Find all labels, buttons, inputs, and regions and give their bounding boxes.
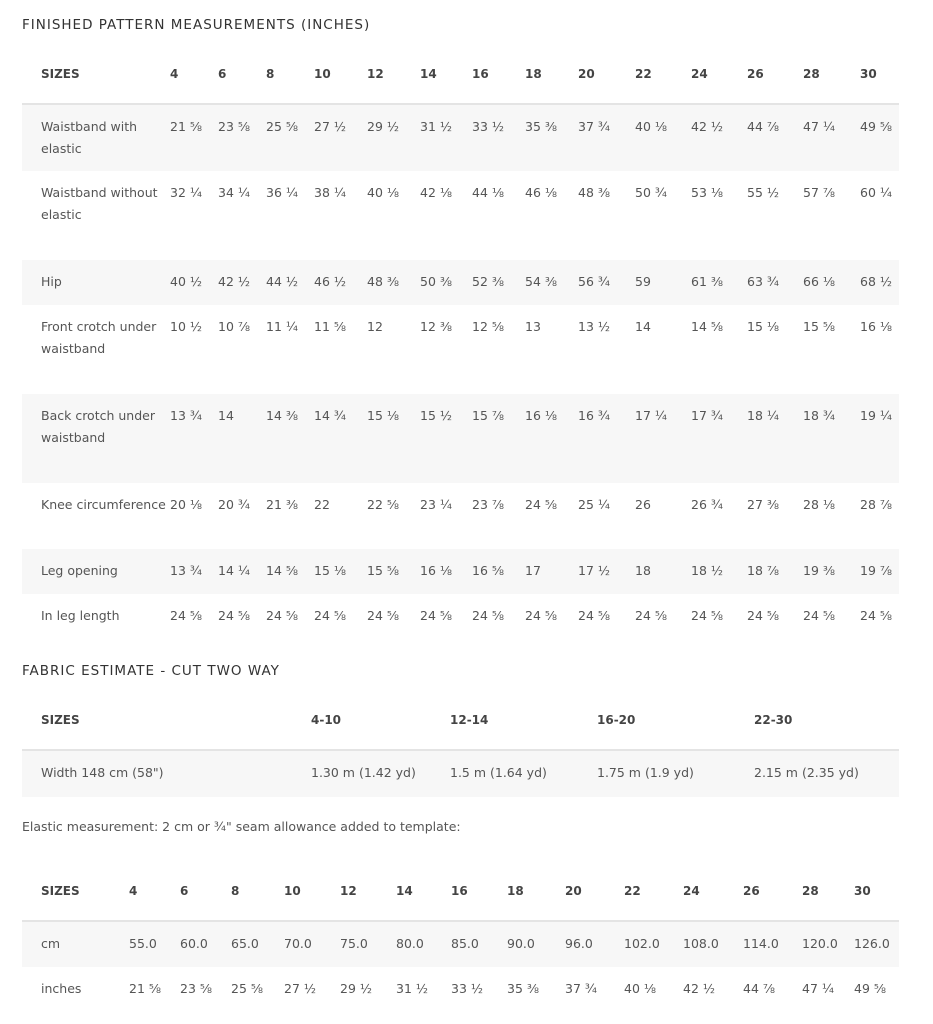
size-header: 28 bbox=[799, 45, 856, 104]
sizes-header: SIZES bbox=[22, 45, 166, 104]
table-cell: 17 ¼ bbox=[631, 394, 687, 483]
table-cell: 27 ½ bbox=[310, 104, 363, 171]
table-cell: 96.0 bbox=[561, 921, 620, 967]
table-cell: 53 ⅛ bbox=[691, 185, 723, 200]
table-cell: 1.5 m (1.64 yd) bbox=[446, 750, 593, 797]
table-cell: 25 ⅝ bbox=[231, 981, 263, 996]
table-cell: 60.0 bbox=[176, 921, 227, 967]
table-cell: 11 ¼ bbox=[266, 319, 298, 334]
table-cell: 13 ¾ bbox=[166, 549, 214, 594]
table-cell: 40 ½ bbox=[166, 260, 214, 305]
size-header: 30 bbox=[850, 862, 899, 921]
table-cell: 48 ⅜ bbox=[578, 185, 610, 200]
table-cell: 19 ⅜ bbox=[799, 549, 856, 594]
table-cell: 19 ¼ bbox=[856, 394, 899, 483]
table-cell: 29 ½ bbox=[363, 104, 416, 171]
table-cell: 59 bbox=[631, 260, 687, 305]
table-cell: 42 ½ bbox=[214, 260, 262, 305]
size-header: 16 bbox=[447, 862, 503, 921]
table-cell: 44 ½ bbox=[262, 260, 310, 305]
table-cell: 75.0 bbox=[336, 921, 392, 967]
size-header: 30 bbox=[856, 45, 899, 104]
table-cell: 42 ⅛ bbox=[420, 185, 452, 200]
table-cell: 1.30 m (1.42 yd) bbox=[307, 750, 446, 797]
elastic-body bbox=[22, 921, 899, 1012]
table-cell: 24 ⅝ bbox=[266, 608, 298, 623]
table-cell: 27 ⅜ bbox=[747, 497, 779, 512]
elastic-table bbox=[22, 862, 899, 1012]
table-cell: 15 ⅞ bbox=[468, 394, 521, 483]
table-cell: 35 ⅜ bbox=[507, 981, 539, 996]
size-header: 4-10 bbox=[307, 691, 446, 750]
table-cell: 24 ⅝ bbox=[803, 608, 835, 623]
table-cell: 18 ½ bbox=[687, 549, 743, 594]
row-label: Leg opening bbox=[22, 549, 166, 594]
table-cell: 120.0 bbox=[798, 921, 850, 967]
table-cell: 23 ¼ bbox=[420, 497, 452, 512]
table-cell: 49 ⅝ bbox=[854, 981, 886, 996]
table-row bbox=[22, 549, 899, 594]
table-cell: 22 ⅝ bbox=[367, 497, 399, 512]
table-cell: 33 ½ bbox=[451, 981, 483, 996]
table-cell: 46 ½ bbox=[310, 260, 363, 305]
table-cell: 15 ⅛ bbox=[363, 394, 416, 483]
table-cell: 21 ⅜ bbox=[266, 497, 298, 512]
size-header: 12-14 bbox=[446, 691, 593, 750]
table-cell: 29 ½ bbox=[340, 981, 372, 996]
size-header: 20 bbox=[574, 45, 631, 104]
sizes-header: SIZES bbox=[22, 691, 307, 750]
fabric-table bbox=[22, 691, 899, 797]
table-cell: 19 ⅞ bbox=[856, 549, 899, 594]
table-cell: 23 ⅞ bbox=[472, 497, 504, 512]
table-cell: 15 ½ bbox=[416, 394, 468, 483]
table-cell: 35 ⅜ bbox=[521, 104, 574, 171]
table-cell: 80.0 bbox=[392, 921, 447, 967]
table-cell: 28 ⅛ bbox=[803, 497, 835, 512]
table-cell: 44 ⅞ bbox=[743, 104, 799, 171]
table-cell: 28 ⅞ bbox=[860, 497, 892, 512]
table-cell: 61 ⅜ bbox=[687, 260, 743, 305]
table-cell: 24 ⅝ bbox=[420, 608, 452, 623]
size-header: 8 bbox=[227, 862, 280, 921]
table-cell: 25 ¼ bbox=[578, 497, 610, 512]
table-cell: 14 ⅝ bbox=[691, 319, 723, 334]
table-cell: 21 ⅝ bbox=[166, 104, 214, 171]
table-cell: 50 ¾ bbox=[635, 185, 667, 200]
table-cell: 70.0 bbox=[280, 921, 336, 967]
table-cell: 16 ⅛ bbox=[521, 394, 574, 483]
table-cell: 34 ¼ bbox=[218, 185, 250, 200]
table-cell: 49 ⅝ bbox=[856, 104, 899, 171]
table-cell: 55 ½ bbox=[747, 185, 779, 200]
size-header: 4 bbox=[125, 862, 176, 921]
table-cell: 38 ¼ bbox=[314, 185, 346, 200]
table-cell: 26 bbox=[635, 497, 651, 512]
table-cell: 20 ¾ bbox=[218, 497, 250, 512]
table-cell: 25 ⅝ bbox=[262, 104, 310, 171]
table-cell: 42 ½ bbox=[687, 104, 743, 171]
table-cell: 33 ½ bbox=[468, 104, 521, 171]
row-label: In leg length bbox=[41, 608, 120, 623]
table-cell: 90.0 bbox=[503, 921, 561, 967]
table-cell: 16 ⅛ bbox=[416, 549, 468, 594]
table-cell: 46 ⅛ bbox=[525, 185, 557, 200]
table-cell: 56 ¾ bbox=[574, 260, 631, 305]
table-cell: 14 ¼ bbox=[214, 549, 262, 594]
measurements-header-row bbox=[22, 45, 899, 104]
table-cell: 102.0 bbox=[620, 921, 679, 967]
size-header: 6 bbox=[176, 862, 227, 921]
size-header: 12 bbox=[363, 45, 416, 104]
elastic-header-row bbox=[22, 862, 899, 921]
row-label: Waistband without elastic bbox=[41, 185, 158, 222]
table-cell: 44 ⅛ bbox=[472, 185, 504, 200]
table-cell: 23 ⅝ bbox=[214, 104, 262, 171]
table-cell: 50 ⅜ bbox=[416, 260, 468, 305]
table-cell: 15 ⅝ bbox=[363, 549, 416, 594]
size-header: 22 bbox=[620, 862, 679, 921]
table-cell: 37 ¾ bbox=[565, 981, 597, 996]
table-cell: 40 ⅛ bbox=[631, 104, 687, 171]
row-label: Width 148 cm (58") bbox=[22, 750, 307, 797]
table-cell: 114.0 bbox=[739, 921, 798, 967]
table-cell: 14 ⅝ bbox=[262, 549, 310, 594]
table-cell: 44 ⅞ bbox=[743, 981, 775, 996]
row-label: Waistband with elastic bbox=[22, 104, 166, 171]
measurements-title: FINISHED PATTERN MEASUREMENTS (INCHES) bbox=[22, 17, 371, 33]
table-cell: 12 ⅜ bbox=[420, 319, 452, 334]
table-row bbox=[22, 171, 899, 260]
size-header: 18 bbox=[503, 862, 561, 921]
table-cell: 1.75 m (1.9 yd) bbox=[593, 750, 750, 797]
table-cell: 11 ⅝ bbox=[314, 319, 346, 334]
size-header: 14 bbox=[416, 45, 468, 104]
table-cell: 65.0 bbox=[227, 921, 280, 967]
size-header: 20 bbox=[561, 862, 620, 921]
table-cell: 42 ½ bbox=[683, 981, 715, 996]
table-cell: 24 ⅝ bbox=[747, 608, 779, 623]
sizes-header: SIZES bbox=[22, 862, 125, 921]
table-cell: 37 ¾ bbox=[574, 104, 631, 171]
table-cell: 32 ¼ bbox=[170, 185, 202, 200]
table-cell: 12 ⅝ bbox=[472, 319, 504, 334]
table-cell: 52 ⅜ bbox=[468, 260, 521, 305]
table-cell: 24 ⅝ bbox=[367, 608, 399, 623]
table-row bbox=[22, 305, 899, 394]
table-cell: 66 ⅛ bbox=[799, 260, 856, 305]
table-cell: 22 bbox=[314, 497, 330, 512]
fabric-title: FABRIC ESTIMATE - CUT TWO WAY bbox=[22, 663, 280, 679]
measurements-body bbox=[22, 104, 899, 639]
table-row bbox=[22, 260, 899, 305]
table-cell: 23 ⅝ bbox=[180, 981, 212, 996]
size-header: 6 bbox=[214, 45, 262, 104]
table-cell: 18 bbox=[631, 549, 687, 594]
table-row bbox=[22, 750, 899, 797]
table-cell: 2.15 m (2.35 yd) bbox=[750, 750, 899, 797]
size-header: 22-30 bbox=[750, 691, 899, 750]
table-cell: 18 ¾ bbox=[799, 394, 856, 483]
table-cell: 15 ⅛ bbox=[747, 319, 779, 334]
fabric-body bbox=[22, 750, 899, 797]
row-label: Back crotch under waistband bbox=[22, 394, 166, 483]
table-cell: 24 ⅝ bbox=[314, 608, 346, 623]
size-header: 24 bbox=[679, 862, 739, 921]
table-row bbox=[22, 594, 899, 639]
table-cell: 60 ¼ bbox=[860, 185, 892, 200]
table-cell: 14 bbox=[635, 319, 651, 334]
row-label: Knee circumference bbox=[41, 497, 166, 512]
table-row bbox=[22, 967, 899, 1012]
table-cell: 16 ¾ bbox=[574, 394, 631, 483]
table-cell: 24 ⅝ bbox=[472, 608, 504, 623]
table-cell: 21 ⅝ bbox=[129, 981, 161, 996]
table-cell: 15 ⅝ bbox=[803, 319, 835, 334]
row-label: Hip bbox=[22, 260, 166, 305]
table-cell: 40 ⅛ bbox=[624, 981, 656, 996]
size-header: 16 bbox=[468, 45, 521, 104]
table-cell: 57 ⅞ bbox=[803, 185, 835, 200]
table-cell: 18 ¼ bbox=[743, 394, 799, 483]
table-cell: 47 ¼ bbox=[802, 981, 834, 996]
table-cell: 24 ⅝ bbox=[860, 608, 892, 623]
table-cell: 13 ½ bbox=[578, 319, 610, 334]
size-header: 26 bbox=[739, 862, 798, 921]
table-cell: 85.0 bbox=[447, 921, 503, 967]
table-cell: 24 ⅝ bbox=[635, 608, 667, 623]
table-cell: 108.0 bbox=[679, 921, 739, 967]
fabric-header-row bbox=[22, 691, 899, 750]
table-cell: 12 bbox=[367, 319, 383, 334]
table-cell: 24 ⅝ bbox=[691, 608, 723, 623]
table-cell: 14 ⅜ bbox=[262, 394, 310, 483]
table-cell: 13 bbox=[525, 319, 541, 334]
table-cell: 47 ¼ bbox=[799, 104, 856, 171]
table-row bbox=[22, 104, 899, 171]
table-cell: 10 ⅞ bbox=[218, 319, 250, 334]
size-header: 10 bbox=[310, 45, 363, 104]
size-header: 18 bbox=[521, 45, 574, 104]
table-cell: 48 ⅜ bbox=[363, 260, 416, 305]
table-cell: 31 ½ bbox=[416, 104, 468, 171]
size-header: 26 bbox=[743, 45, 799, 104]
table-cell: 55.0 bbox=[125, 921, 176, 967]
table-cell: 24 ⅝ bbox=[525, 608, 557, 623]
table-cell: 26 ¾ bbox=[691, 497, 723, 512]
table-cell: 13 ¾ bbox=[166, 394, 214, 483]
table-cell: 31 ½ bbox=[396, 981, 428, 996]
row-label: cm bbox=[22, 921, 125, 967]
table-cell: 20 ⅛ bbox=[170, 497, 202, 512]
table-cell: 15 ⅛ bbox=[310, 549, 363, 594]
table-cell: 24 ⅝ bbox=[170, 608, 202, 623]
size-header: 14 bbox=[392, 862, 447, 921]
table-cell: 16 ⅛ bbox=[860, 319, 892, 334]
table-cell: 14 bbox=[214, 394, 262, 483]
row-label: inches bbox=[41, 981, 82, 996]
table-cell: 17 ½ bbox=[574, 549, 631, 594]
table-cell: 17 bbox=[521, 549, 574, 594]
row-label: Front crotch under waistband bbox=[41, 319, 157, 356]
size-header: 8 bbox=[262, 45, 310, 104]
table-cell: 10 ½ bbox=[170, 319, 202, 334]
size-header: 10 bbox=[280, 862, 336, 921]
size-header: 28 bbox=[798, 862, 850, 921]
table-row bbox=[22, 483, 899, 549]
size-header: 22 bbox=[631, 45, 687, 104]
table-cell: 27 ½ bbox=[284, 981, 316, 996]
measurements-table bbox=[22, 45, 899, 639]
table-cell: 68 ½ bbox=[856, 260, 899, 305]
table-cell: 14 ¾ bbox=[310, 394, 363, 483]
table-row bbox=[22, 394, 899, 483]
table-cell: 24 ⅝ bbox=[525, 497, 557, 512]
size-header: 4 bbox=[166, 45, 214, 104]
table-cell: 17 ¾ bbox=[687, 394, 743, 483]
table-cell: 54 ⅜ bbox=[521, 260, 574, 305]
size-header: 12 bbox=[336, 862, 392, 921]
table-cell: 126.0 bbox=[850, 921, 899, 967]
table-cell: 24 ⅝ bbox=[218, 608, 250, 623]
table-cell: 16 ⅝ bbox=[468, 549, 521, 594]
table-cell: 18 ⅞ bbox=[743, 549, 799, 594]
table-cell: 36 ¼ bbox=[266, 185, 298, 200]
size-header: 16-20 bbox=[593, 691, 750, 750]
elastic-note: Elastic measurement: 2 cm or ¾" seam allowance added to template: bbox=[22, 819, 461, 834]
table-cell: 63 ¾ bbox=[743, 260, 799, 305]
size-header: 24 bbox=[687, 45, 743, 104]
table-row bbox=[22, 921, 899, 967]
table-cell: 40 ⅛ bbox=[367, 185, 399, 200]
table-cell: 24 ⅝ bbox=[578, 608, 610, 623]
